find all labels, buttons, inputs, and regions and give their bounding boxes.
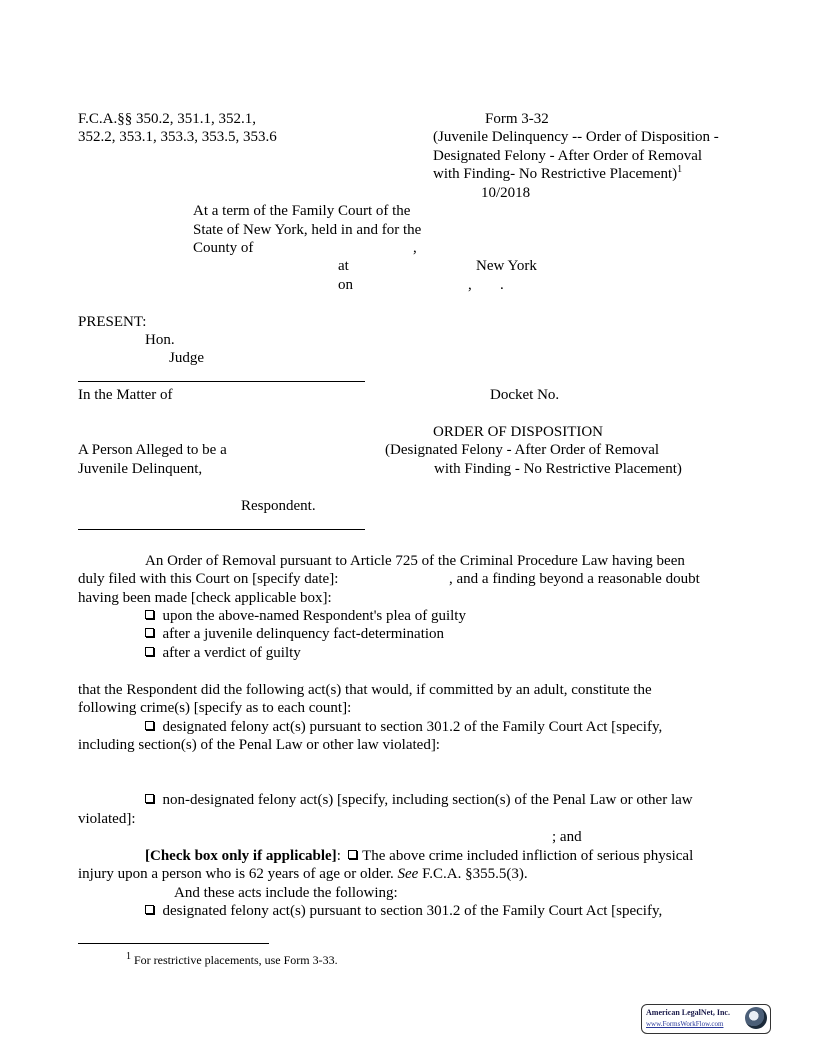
court-term-line2: State of New York, held in and for the xyxy=(193,222,422,238)
docket-label: Docket No. xyxy=(490,387,560,403)
american-legalnet-logo[interactable] xyxy=(641,1004,771,1034)
designated-felony-option-2[interactable]: designated felony act(s) pursuant to section 301.2 of the Family Court Act [specify, xyxy=(145,902,662,920)
designated-felony-option[interactable]: designated felony act(s) pursuant to section 301.2 of the Family Court Act [specify, xyxy=(145,718,662,736)
date-period: . xyxy=(500,277,504,293)
order-subtitle-line1: (Designated Felony - After Order of Removal xyxy=(385,442,660,458)
checkbox-icon[interactable] xyxy=(145,646,155,656)
at-label: at xyxy=(338,258,349,274)
option-verdict-of-guilty[interactable]: after a verdict of guilty xyxy=(145,644,301,662)
checkbox-icon[interactable] xyxy=(145,627,155,637)
and-text: ; and xyxy=(552,829,582,845)
form-title-line2: Designated Felony - After Order of Removal xyxy=(433,148,703,164)
order-subtitle-line2: with Finding - No Restrictive Placement) xyxy=(434,461,682,477)
caption-bottom-rule xyxy=(78,529,365,530)
checkbox-icon[interactable] xyxy=(145,793,155,803)
checkbox-icon[interactable] xyxy=(145,609,155,619)
non-designated-felony-line2: violated]: xyxy=(78,811,136,827)
form-date: 10/2018 xyxy=(481,185,531,201)
court-term-line1: At a term of the Family Court of the xyxy=(193,203,411,219)
elderly-injury-option[interactable]: [Check box only if applicable]: The above crime included infliction of serious physical xyxy=(145,848,694,864)
county-label: County of xyxy=(193,240,254,256)
on-label: on xyxy=(338,277,353,293)
statute-citation-line2: 352.2, 353.1, 353.3, 353.5, 353.6 xyxy=(78,129,277,145)
form-title-line3: with Finding- No Restrictive Placement)$^1$ xyxy=(433,164,683,182)
option-fact-determination[interactable]: after a juvenile delinquency fact-determination xyxy=(145,625,444,643)
state-name: New York xyxy=(476,258,537,274)
checkbox-icon[interactable] xyxy=(145,904,155,914)
footnote: $^1$ For restrictive placements, use Form 3-33. xyxy=(126,951,338,967)
para2-line2: following crime(s) [specify as to each count]: xyxy=(78,700,352,716)
respondent-label: Respondent. xyxy=(241,498,316,514)
para1-line2b: , and a finding beyond a reasonable doubt xyxy=(449,571,700,587)
person-alleged-line1: A Person Alleged to be a xyxy=(78,442,227,458)
county-comma: , xyxy=(413,240,417,256)
logo-company-name: American LegalNet, Inc. xyxy=(646,1008,730,1017)
footnote-number: 1 xyxy=(126,951,131,962)
designated-felony-line2: including section(s) of the Penal Law or other law violated]: xyxy=(78,737,440,753)
para1-line1: An Order of Removal pursuant to Article 725 of the Criminal Procedure Law having been xyxy=(145,553,685,569)
footnote-ref: 1 xyxy=(677,164,683,175)
matter-label: In the Matter of xyxy=(78,387,173,403)
para1-line2a: duly filed with this Court on [specify date]: xyxy=(78,571,339,587)
hon-label: Hon. xyxy=(145,332,175,348)
order-title: ORDER OF DISPOSITION xyxy=(433,424,604,440)
option-plea-of-guilty[interactable]: upon the above-named Respondent's plea of guilty xyxy=(145,607,466,625)
footnote-rule xyxy=(78,943,269,944)
person-alleged-line2: Juvenile Delinquent, xyxy=(78,461,203,477)
checkbox-icon[interactable] xyxy=(145,720,155,730)
statute-citation-line1: F.C.A.§§ 350.2, 351.1, 352.1, xyxy=(78,111,256,127)
elderly-injury-line2: injury upon a person who is 62 years of age or older. See F.C.A. §355.5(3). xyxy=(78,866,528,882)
globe-icon xyxy=(745,1007,767,1029)
para2-line1: that the Respondent did the following act(s) that would, if committed by an adult, constitute the xyxy=(78,682,652,698)
present-label: PRESENT: xyxy=(78,314,147,330)
non-designated-felony-option[interactable]: non-designated felony act(s) [specify, including section(s) of the Penal Law or other law xyxy=(145,791,693,809)
caption-top-rule xyxy=(78,381,365,382)
judge-label: Judge xyxy=(169,350,204,366)
date-comma: , xyxy=(468,277,472,293)
form-title-line1: (Juvenile Delinquency -- Order of Disposition - xyxy=(433,129,719,145)
checkbox-icon[interactable] xyxy=(348,849,358,859)
para1-line3: having been made [check applicable box]: xyxy=(78,590,332,606)
logo-website-link[interactable]: www.FormsWorkFlow.com xyxy=(646,1020,724,1028)
form-number: Form 3-32 xyxy=(485,111,549,127)
acts-include-label: And these acts include the following: xyxy=(174,885,398,901)
